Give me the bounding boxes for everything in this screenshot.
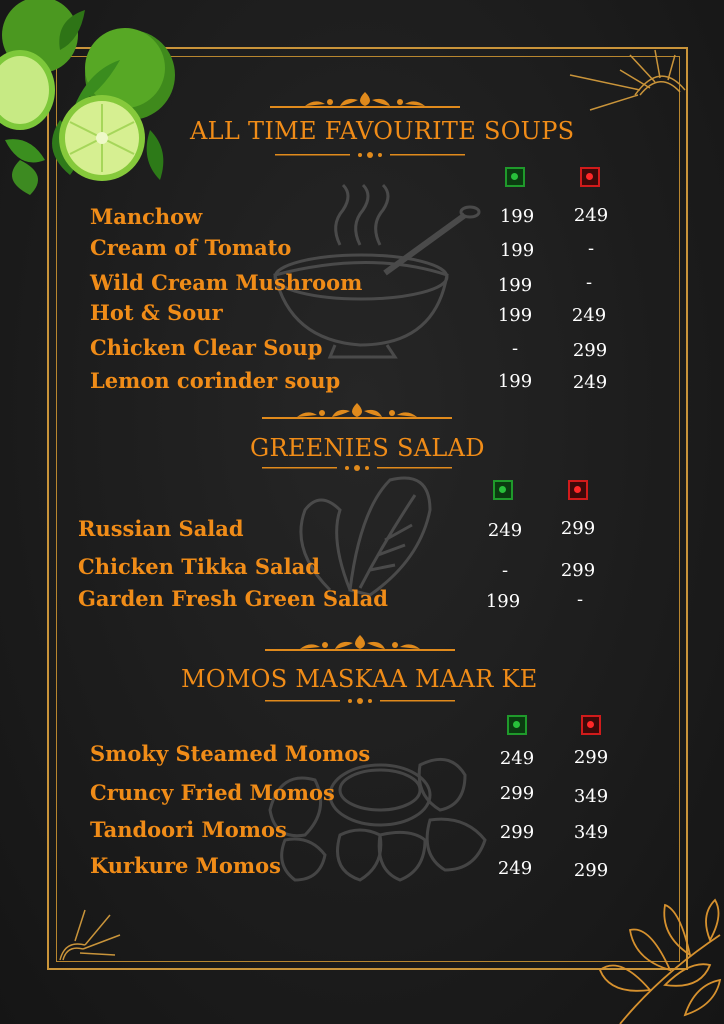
nonveg-badge-icon xyxy=(580,167,600,187)
veg-price: 199 xyxy=(497,305,533,326)
menu-item-name: Cruncy Fried Momos xyxy=(90,780,335,805)
nonveg-price: 299 xyxy=(573,860,609,881)
nonveg-price: 249 xyxy=(572,372,608,393)
veg-price: 199 xyxy=(499,206,535,227)
section-title-momos: MOMOS MASKAA MAAR KE xyxy=(181,665,538,693)
nonveg-price: - xyxy=(587,238,595,259)
nonveg-price: 249 xyxy=(571,305,607,326)
nonveg-price: 299 xyxy=(573,747,609,768)
menu-item-name: Wild Cream Mushroom xyxy=(90,270,363,295)
nonveg-price: 249 xyxy=(573,205,609,226)
menu-item-name: Smoky Steamed Momos xyxy=(90,741,371,766)
veg-badge-icon xyxy=(493,480,513,500)
sun-ornament-icon xyxy=(55,905,125,965)
veg-price: 249 xyxy=(487,520,523,541)
flourish-icon xyxy=(262,463,452,473)
menu-item-name: Lemon corinder soup xyxy=(90,368,341,393)
section-title-salad: GREENIES SALAD xyxy=(250,434,485,462)
menu-item-name: Russian Salad xyxy=(78,516,244,541)
nonveg-price: 299 xyxy=(560,518,596,539)
veg-price: 299 xyxy=(499,783,535,804)
lime-icon xyxy=(0,0,185,200)
nonveg-price: 299 xyxy=(572,340,608,361)
veg-price: 199 xyxy=(497,275,533,296)
menu-item-name: Hot & Sour xyxy=(90,300,223,325)
veg-price: 249 xyxy=(499,748,535,769)
sun-ornament-icon xyxy=(560,50,690,130)
nonveg-price: 299 xyxy=(560,560,596,581)
section-title-soups: ALL TIME FAVOURITE SOUPS xyxy=(190,117,575,145)
corner-leaf-icon xyxy=(580,895,724,1024)
flourish-icon xyxy=(275,150,465,160)
veg-price: - xyxy=(501,560,509,581)
flourish-icon xyxy=(265,635,455,655)
menu-item-name: Cream of Tomato xyxy=(90,235,292,260)
flourish-icon xyxy=(265,696,455,706)
menu-item-name: Chicken Clear Soup xyxy=(90,335,323,360)
nonveg-price: 349 xyxy=(573,786,609,807)
veg-badge-icon xyxy=(507,715,527,735)
nonveg-badge-icon xyxy=(581,715,601,735)
veg-price: 199 xyxy=(497,371,533,392)
veg-badge-icon xyxy=(505,167,525,187)
menu-item-name: Chicken Tikka Salad xyxy=(78,554,320,579)
menu-item-name: Manchow xyxy=(90,204,203,229)
flourish-icon xyxy=(262,403,452,423)
flourish-icon xyxy=(270,92,460,112)
menu-item-name: Garden Fresh Green Salad xyxy=(78,586,388,611)
veg-price: 199 xyxy=(485,591,521,612)
veg-price: 199 xyxy=(499,240,535,261)
menu-item-name: Kurkure Momos xyxy=(90,853,281,878)
nonveg-price: - xyxy=(576,589,584,610)
nonveg-price: - xyxy=(585,272,593,293)
nonveg-badge-icon xyxy=(568,480,588,500)
veg-price: - xyxy=(511,338,519,359)
nonveg-price: 349 xyxy=(573,822,609,843)
veg-price: 299 xyxy=(499,822,535,843)
veg-price: 249 xyxy=(497,858,533,879)
menu-item-name: Tandoori Momos xyxy=(90,817,287,842)
